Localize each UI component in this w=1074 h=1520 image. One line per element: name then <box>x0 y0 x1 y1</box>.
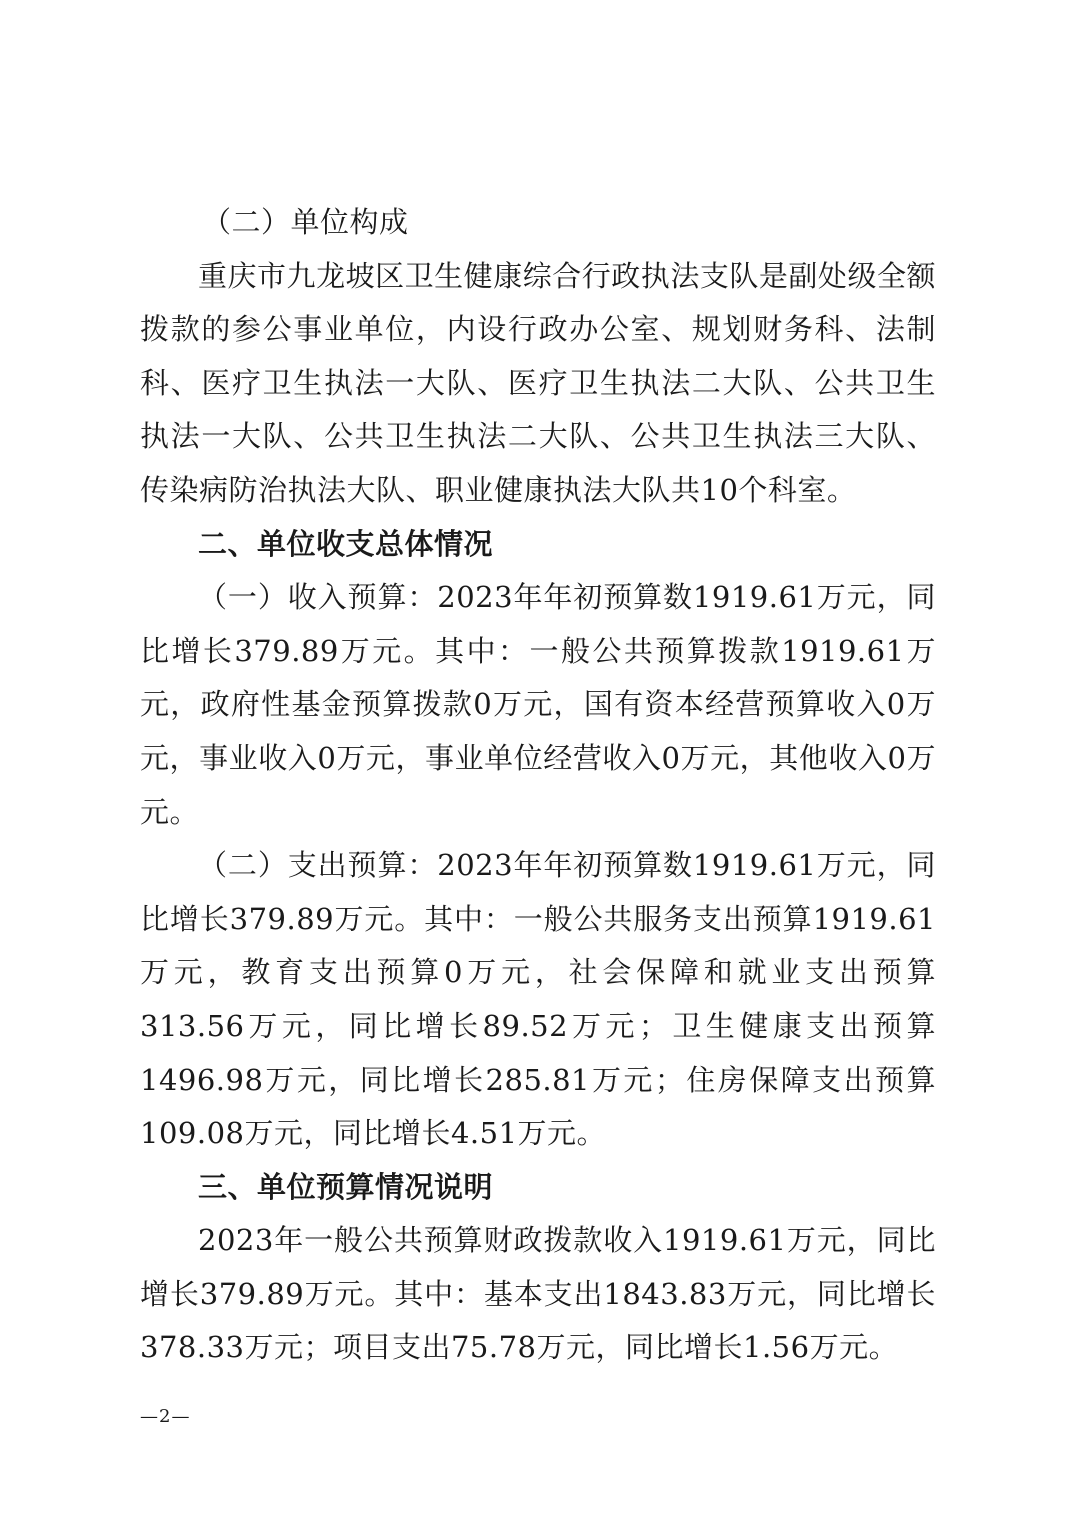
income-budget-paragraph: （一）收入预算：2023年年初预算数1919.61万元，同比增长379.89万元。其中：一般公共预算拨款1919.61万元，政府性基金预算拨款0万元，国有资本经营预算收入0万元，事业收入0万元，事业单位经营收入0万元，其他收入0万元。 <box>140 580 936 829</box>
unit-composition-paragraph: 重庆市九龙坡区卫生健康综合行政执法支队是副处级全额拨款的参公事业单位，内设行政办公室、规划财务科、法制科、医疗卫生执法一大队、医疗卫生执法二大队、公共卫生执法一大队、公共卫生执法二大队、公共卫生执法三大队、传染病防治执法大队、职业健康执法大队共10个科室。 <box>140 258 936 507</box>
section-three-heading: 三、单位预算情况说明 <box>198 1169 494 1204</box>
section-two-heading: 二、单位收支总体情况 <box>198 526 494 561</box>
unit-composition-heading: （二）单位构成 <box>202 205 409 239</box>
budget-explanation-paragraph: 2023年一般公共预算财政拨款收入1919.61万元，同比增长379.89万元。其中：基本支出1843.83万元，同比增长378.33万元；项目支出75.78万元，同比增长1.56万元。 <box>140 1223 936 1365</box>
document-body <box>140 196 936 1375</box>
expenditure-budget-paragraph: （二）支出预算：2023年年初预算数1919.61万元，同比增长379.89万元。其中：一般公共服务支出预算1919.61万元，教育支出预算0万元，社会保障和就业支出预算313.56万元，同比增长89.52万元；卫生健康支出预算1496.98万元，同比增长285.81万元；住房保障支出预算109.08万元，同比增长4.51万元。 <box>140 848 936 1151</box>
page-number: —2— <box>140 1406 191 1427</box>
